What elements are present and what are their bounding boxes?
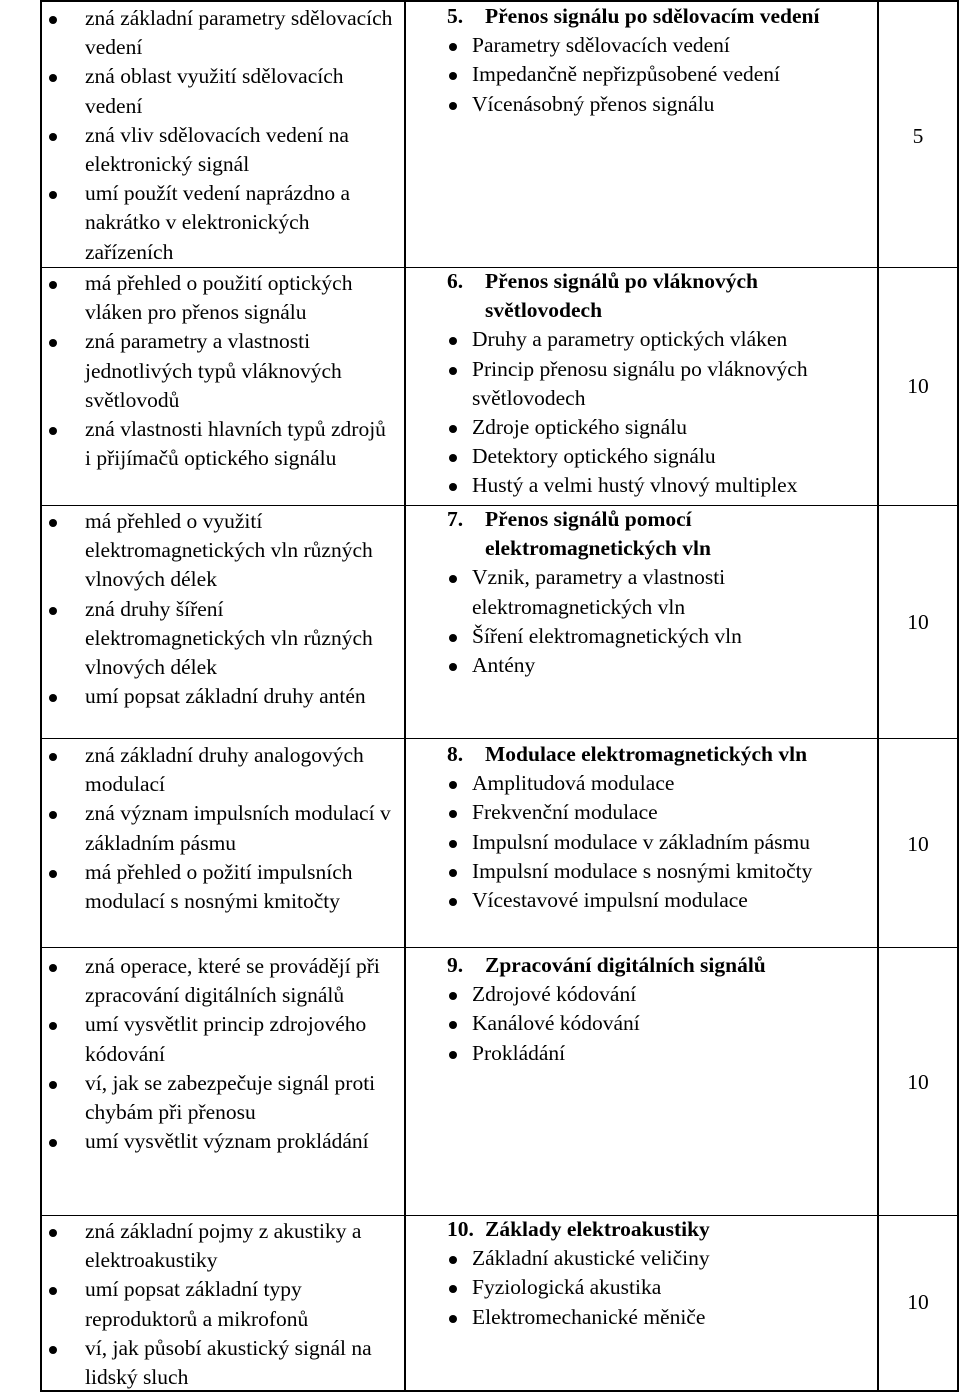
subtopic-item: Hustý a velmi hustý vlnový multiplex xyxy=(0,471,872,500)
topic-title: Modulace elektromagnetických vln xyxy=(485,742,808,766)
subtopic-item: Princip přenosu signálu po vláknových světlovodech xyxy=(0,355,872,413)
subtopic-item: Impulsní modulace v základním pásmu xyxy=(0,828,872,857)
hours-value: 10 xyxy=(907,832,929,856)
topic-heading xyxy=(0,740,872,769)
subtopic-item: Elektromechanické měniče xyxy=(0,1303,872,1332)
subtopics-list xyxy=(0,563,872,680)
outcome-item: zná parametry a vlastnosti jednotlivých typů vláknových světlovodů xyxy=(0,327,395,415)
subtopic-item: Vícestavové impulsní modulace xyxy=(0,886,872,915)
subtopic-item: Impedančně nepřizpůsobené vedení xyxy=(0,60,872,89)
outcome-item: má přehled o využití elektromagnetických vln různých vlnových délek xyxy=(0,507,395,595)
subtopic-item: Parametry sdělovacích vedení xyxy=(0,31,872,60)
row-3-topic xyxy=(0,505,872,680)
subtopic-item: Druhy a parametry optických vláken xyxy=(0,325,872,354)
outcome-item: ví, jak působí akustický signál na lidský sluch xyxy=(0,1334,395,1392)
subtopic-item: Antény xyxy=(0,651,872,680)
subtopic-item: Zdroje optického signálu xyxy=(0,413,872,442)
topic-heading xyxy=(0,2,872,31)
subtopics-list xyxy=(0,980,872,1068)
outcome-item: zná vliv sdělovacích vedení na elektronický signál xyxy=(0,121,395,179)
outcome-item: má přehled o požití impulsních modulací s nosnými kmitočty xyxy=(0,858,395,916)
row-6-topic xyxy=(0,1215,872,1332)
column-divider-1 xyxy=(404,0,406,1392)
hours-value: 10 xyxy=(907,610,929,634)
subtopics-list xyxy=(0,325,872,500)
topic-heading xyxy=(0,267,872,325)
subtopic-item: Frekvenční modulace xyxy=(0,798,872,827)
outcome-item: umí použít vedení naprázdno a nakrátko v elektronických zařízeních xyxy=(0,179,395,267)
topic-title: Zpracování digitálních signálů xyxy=(485,953,766,977)
subtopic-item: Impulsní modulace s nosnými kmitočty xyxy=(0,857,872,886)
subtopics-list xyxy=(0,31,872,119)
outcome-item: zná základní parametry sdělovacích vedení xyxy=(0,4,395,62)
subtopic-item: Zdrojové kódování xyxy=(0,980,872,1009)
subtopic-item: Detektory optického signálu xyxy=(0,442,872,471)
column-divider-2 xyxy=(877,0,879,1392)
outcome-item: zná oblast využití sdělovacích vedení xyxy=(0,62,395,120)
hours-value: 10 xyxy=(907,374,929,398)
outcome-item: umí popsat základní typy reproduktorů a mikrofonů xyxy=(0,1275,395,1333)
row-divider-4 xyxy=(40,947,958,948)
topic-title: Přenos signálů pomocí elektromagnetických vln xyxy=(485,507,711,561)
outcome-item: zná základní pojmy z akustiky a elektroakustiky xyxy=(0,1217,395,1275)
table-border-right xyxy=(957,0,959,1392)
outcome-item: umí popsat základní druhy antén xyxy=(0,682,395,711)
topic-number: 10. xyxy=(447,1217,474,1241)
row-divider-3 xyxy=(40,738,958,739)
subtopic-item: Kanálové kódování xyxy=(0,1009,872,1038)
topic-number: 8. xyxy=(447,742,464,766)
subtopic-item: Fyziologická akustika xyxy=(0,1273,872,1302)
subtopic-item: Amplitudová modulace xyxy=(0,769,872,798)
hours-value: 10 xyxy=(907,1070,929,1094)
topic-title: Přenos signálu po sdělovacím vedení xyxy=(485,4,820,28)
row-1-topic xyxy=(0,2,872,119)
topic-heading xyxy=(0,505,872,563)
outcome-item: umí vysvětlit princip zdrojového kódování xyxy=(0,1010,395,1068)
outcome-item: zná význam impulsních modulací v základním pásmu xyxy=(0,799,395,857)
row-2-topic xyxy=(0,267,872,501)
row-4-topic xyxy=(0,740,872,915)
subtopics-list xyxy=(0,769,872,915)
subtopic-item: Základní akustické veličiny xyxy=(0,1244,872,1273)
subtopics-list xyxy=(0,1244,872,1332)
topic-number: 6. xyxy=(447,269,464,293)
outcome-item: zná operace, které se provádějí při zpracování digitálních signálů xyxy=(0,952,395,1010)
subtopic-item: Šíření elektromagnetických vln xyxy=(0,622,872,651)
topic-number: 7. xyxy=(447,507,464,531)
topic-title: Základy elektroakustiky xyxy=(485,1217,710,1241)
outcome-item: umí vysvětlit význam prokládání xyxy=(0,1127,395,1156)
topic-number: 9. xyxy=(447,953,464,977)
row-5-topic xyxy=(0,951,872,1068)
outcome-item: ví, jak se zabezpečuje signál proti chybám při přenosu xyxy=(0,1069,395,1127)
topic-title: Přenos signálů po vláknových světlovodech xyxy=(485,269,758,323)
outcome-item: má přehled o použití optických vláken pro přenos signálu xyxy=(0,269,395,327)
hours-value: 5 xyxy=(912,124,924,148)
hours-value: 10 xyxy=(907,1290,929,1314)
outcome-item: zná základní druhy analogových modulací xyxy=(0,741,395,799)
topic-heading xyxy=(0,1215,872,1244)
subtopic-item: Vícenásobný přenos signálu xyxy=(0,90,872,119)
topic-heading xyxy=(0,951,872,980)
outcome-item: zná druhy šíření elektromagnetických vln různých vlnových délek xyxy=(0,595,395,683)
outcome-item: zná vlastnosti hlavních typů zdrojů i přijímačů optického signálu xyxy=(0,415,395,473)
subtopic-item: Vznik, parametry a vlastnosti elektromagnetických vln xyxy=(0,563,872,621)
subtopic-item: Prokládání xyxy=(0,1039,872,1068)
topic-number: 5. xyxy=(447,4,464,28)
